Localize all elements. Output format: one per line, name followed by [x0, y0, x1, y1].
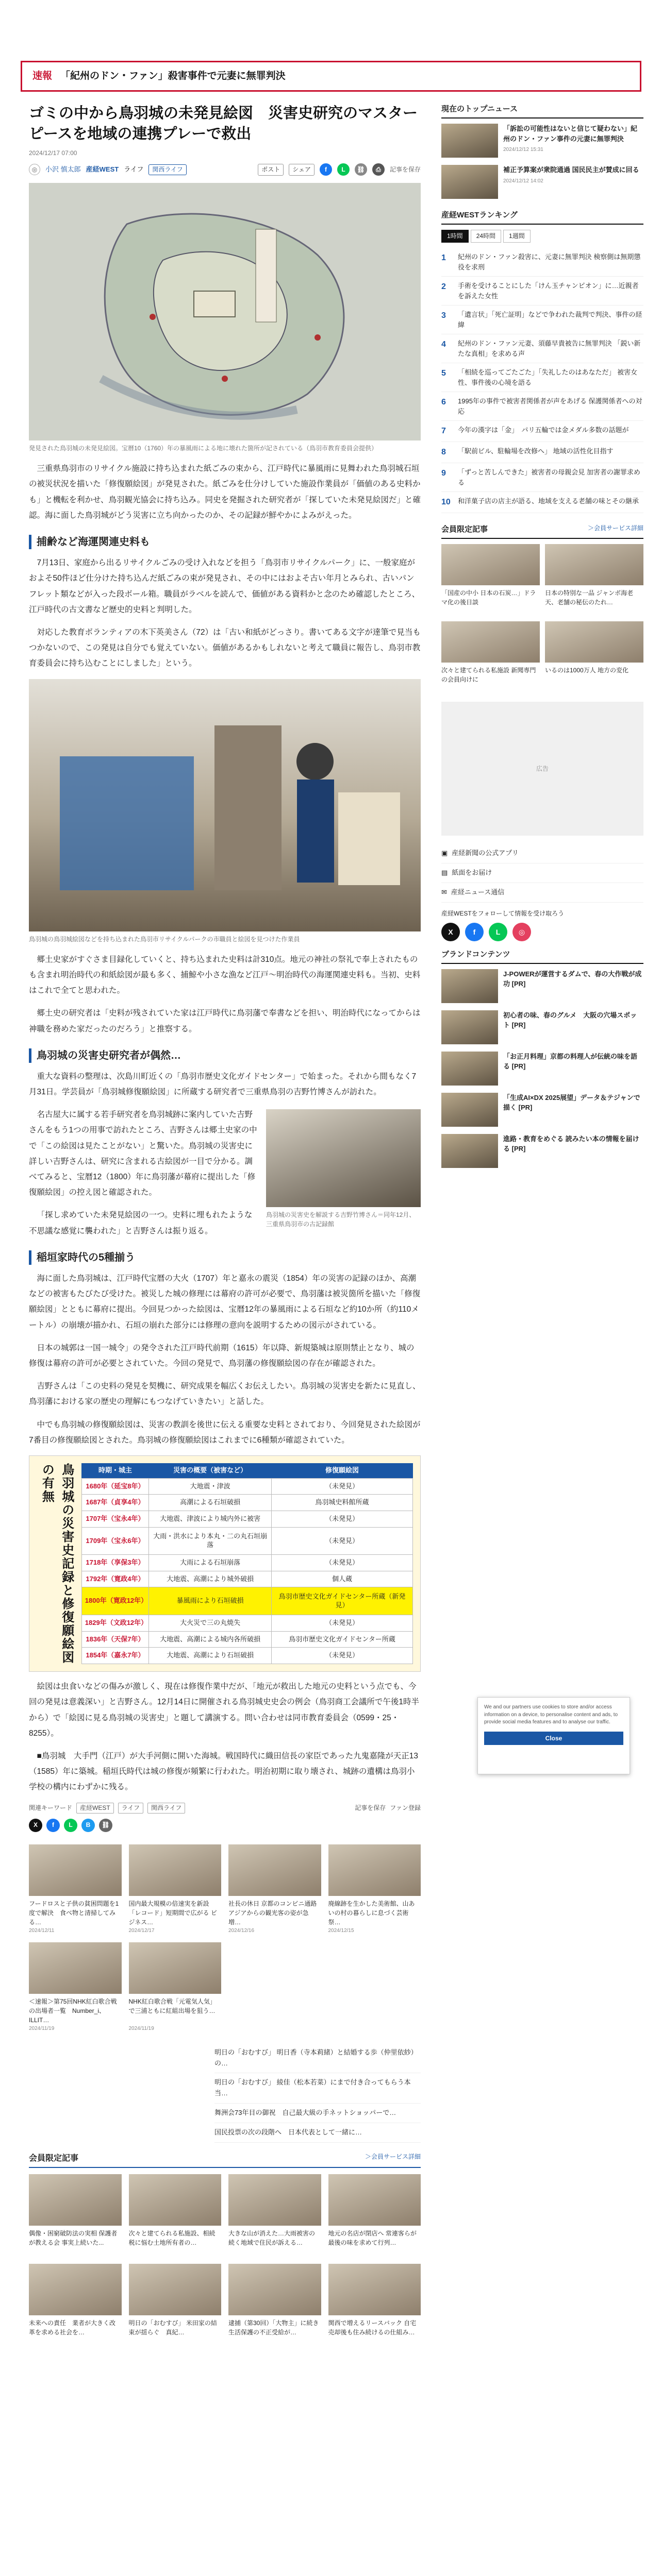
- ranking-item[interactable]: [441, 421, 643, 442]
- ranking-title[interactable]: 紀州のドン・ファン元妻、須藤早貴被告に無罪判決 「鋭い新たな真相」を求める声: [458, 340, 641, 358]
- save-article-link[interactable]: 記事を保存: [389, 165, 421, 173]
- top-news-date: 2024/12/12 14:02: [503, 178, 543, 184]
- related-date: 2024/12/15: [328, 1927, 354, 1934]
- brand-thumb: [441, 969, 498, 1003]
- photo-caption-2: 鳥羽城の鳥羽城絵図などを持ち込まれた鳥羽市リサイクルパークの市職員と絵図を見つけた作業員: [29, 935, 300, 943]
- brand-item[interactable]: [441, 1134, 643, 1168]
- x-icon[interactable]: X: [441, 923, 460, 941]
- ranking-header: [441, 209, 643, 225]
- member-card[interactable]: [129, 2264, 222, 2346]
- category-badge[interactable]: 関西ライフ: [148, 164, 186, 175]
- member-title[interactable]: 大きな山が消えた…大雨被害の続く地域で住民が訴える…: [228, 2230, 316, 2247]
- app-icon: ▣: [441, 849, 448, 857]
- ranking-item[interactable]: [441, 334, 643, 363]
- member-thumb: [29, 2174, 122, 2226]
- brand-title[interactable]: 「生成AI×DX 2025展望」データ＆テジャンで描く [PR]: [503, 1093, 640, 1112]
- ranking-heading: 産経WESTランキング: [441, 211, 518, 219]
- related-title[interactable]: ＜速報＞第75回NHK紅白歌合戦の出場者一覧 Number_i、ILLIT…: [29, 1997, 117, 2024]
- ranking-title[interactable]: 今年の漢字は「金」 パリ五輪では金メダル多数の話題が: [458, 426, 629, 434]
- side-member-thumb: [545, 544, 643, 585]
- table-header-map: 修復願絵図: [272, 1463, 413, 1478]
- table-row: [81, 1555, 412, 1571]
- table-cell-map: 鳥羽市歴史文化ガイドセンター所蔵（新発見）: [272, 1587, 413, 1615]
- top-news-header: [441, 103, 643, 118]
- ranking-number: 1: [441, 253, 446, 263]
- table-row: [81, 1587, 412, 1615]
- menu-link[interactable]: [441, 863, 643, 883]
- table-cell-period: 1792年（寛政4年）: [81, 1571, 148, 1587]
- article-date: 2024/12/17 07:00: [29, 149, 77, 157]
- link-icon[interactable]: ⛓: [99, 1819, 112, 1832]
- related-thumb: [29, 1844, 122, 1896]
- ad-slot[interactable]: [441, 702, 643, 836]
- subheading-1: 捕齢など海運関連史料も: [29, 535, 421, 549]
- related-title[interactable]: NHK紅白歌合戦「元電気人気」 で三浦ともに紅組出場を狙う…: [128, 1997, 216, 2014]
- keyword-tags: [29, 1803, 421, 1814]
- menu-link-label[interactable]: 紙面をお届け: [452, 868, 492, 876]
- bookmark-icon[interactable]: B: [81, 1819, 95, 1832]
- member-card[interactable]: [29, 2174, 122, 2257]
- related-card[interactable]: [129, 1942, 222, 2033]
- member-thumb: [29, 2264, 122, 2315]
- footer-share-row: [29, 1819, 421, 1832]
- paragraph-10: 日本の城郭は一国一城令」の発令された江戸時代前期（1615）年以降、新規築城は原則禁止となり、城の修復は幕府の許可が必要とされていた。今回の発見で、鳥羽藩の修復願絵図の存在が確認された。: [29, 1343, 415, 1368]
- subheading-3: 稲垣家時代の5種揃う: [29, 1250, 421, 1265]
- tag-item[interactable]: 産経WEST: [76, 1803, 114, 1814]
- top-news-thumb: [441, 124, 498, 158]
- related-date: 2024/12/16: [228, 1927, 255, 1934]
- breaking-news-bar[interactable]: [21, 61, 641, 92]
- table-cell-map: （未発見）: [272, 1648, 413, 1664]
- table-cell-disaster: 大地震、高潮による城内各所破損: [149, 1631, 272, 1648]
- member-card[interactable]: [328, 2174, 421, 2257]
- brand-title[interactable]: 進路・教育をめぐる 読みたい本の情報を届ける [PR]: [503, 1134, 639, 1153]
- side-member-title[interactable]: 日本の特別な一品 ジャンボ海老天、老舗の秘伝のたれ…: [545, 589, 634, 606]
- member-thumb: [328, 2174, 421, 2226]
- table-cell-disaster: 高潮による石垣破損: [149, 1495, 272, 1511]
- table-cell-disaster: 大雨による石垣崩落: [149, 1555, 272, 1571]
- ranking-number: 8: [441, 448, 446, 457]
- related-thumb: [328, 1844, 421, 1896]
- related-card[interactable]: [228, 1844, 321, 1935]
- table-row: [81, 1511, 412, 1527]
- side-member-title[interactable]: いるのは1000万人 地方の変化: [545, 667, 629, 674]
- breaking-tag: 速報: [32, 70, 53, 81]
- subheading-2: 鳥羽城の災害史研究者が偶然…: [29, 1048, 421, 1063]
- ranking-number: 3: [441, 311, 446, 320]
- member-card[interactable]: [228, 2174, 321, 2257]
- article-photo-recycle: [29, 679, 421, 931]
- members-heading: 会員限定記事: [29, 2154, 79, 2163]
- sidebar: [441, 103, 643, 2576]
- table-cell-disaster: 大地震、高潮により石垣破損: [149, 1648, 272, 1664]
- paragraph-13: 絵図は虫食いなどの傷みが激しく、現在は修復作業中だが、「地元が救出した地元の史料という点でも、今回の発見は意義深い」と吉野さん。12月14日に開催される鳥羽城史史会の例会（鳥羽商工会議所で午後1時半から）で「絵図に見る鳥羽城の災害史」と題して講演する。問い合わせは同市教育委員会（0599・25・8255）。: [29, 1682, 420, 1738]
- side-members-heading: 会員限定記事: [441, 525, 488, 534]
- article-photo-map: [29, 183, 421, 440]
- table-row: [81, 1615, 412, 1632]
- photo-caption-3: 鳥羽城の災害史を解説する吉野竹博さん＝同年12月、三重県鳥羽市の古記録館: [266, 1211, 416, 1228]
- recommend-item[interactable]: 舞洲会73年目の御祝 自己最大級の手ネットショッパーで…: [214, 2104, 421, 2123]
- category-link[interactable]: ライフ: [124, 165, 144, 173]
- table-cell-period: 1718年（享保3年）: [81, 1555, 148, 1571]
- table-cell-period: 1707年（宝永4年）: [81, 1511, 148, 1527]
- member-title[interactable]: 明日の「おむすび」 米田家の結束が揺らぐ 真紀…: [128, 2319, 217, 2336]
- recommend-item[interactable]: 明日の「おむすび」 明日香（寺本莉緒）と結婚する歩（仲里依紗）の…: [214, 2043, 421, 2074]
- line-icon[interactable]: L: [489, 923, 507, 941]
- brand-title[interactable]: J-POWERが運営するダムで、春の大作戦が成功 [PR]: [503, 970, 642, 988]
- cookie-close-button[interactable]: Close: [484, 1732, 623, 1745]
- related-date: 2024/12/11: [29, 1927, 55, 1934]
- top-news-heading: 現在のトップニュース: [441, 105, 518, 113]
- tags-label: 関連キーワード: [29, 1804, 73, 1811]
- ranking-item[interactable]: [441, 248, 643, 277]
- x-icon[interactable]: X: [29, 1819, 42, 1832]
- ranking-title[interactable]: 紀州のドン・ファン殺害に、元妻に無罪判決 検察側は無期懲役を求刑: [458, 253, 641, 271]
- ranking-item[interactable]: [441, 492, 643, 513]
- side-member-thumb: [545, 621, 643, 663]
- table-cell-disaster: 大雨・洪水により本丸・二の丸石垣崩落: [149, 1527, 272, 1555]
- table-cell-disaster: 大火災で三の丸焼失: [149, 1615, 272, 1632]
- ranking-number: 6: [441, 398, 446, 407]
- ranking-number: 7: [441, 427, 446, 436]
- top-news-title[interactable]: 補正予算案が衆院通過 国民民主が賛成に回る: [503, 166, 639, 174]
- members-articles: [29, 2174, 421, 2346]
- line-icon[interactable]: L: [337, 163, 350, 176]
- ranking-number: 4: [441, 340, 446, 349]
- top-news-thumb: [441, 165, 498, 199]
- table-cell-map: 個人蔵: [272, 1571, 413, 1587]
- facebook-icon[interactable]: f: [46, 1819, 60, 1832]
- ranking-item[interactable]: [441, 463, 643, 492]
- top-news-item[interactable]: [441, 165, 643, 199]
- table-cell-period: 1854年（嘉永7年）: [81, 1648, 148, 1664]
- related-thumb: [228, 1844, 321, 1896]
- related-title[interactable]: 国内最大規模の倍速実を新設「レコード」短期間で広がる ビジネス…: [128, 1900, 217, 1926]
- instagram-icon[interactable]: ◎: [512, 923, 531, 941]
- paragraph-7: 名古屋大に属する若手研究者を鳥羽城跡に案内していた吉野さんをもう1つの用事で訪れたところ、吉野さんは郷土史家の中で「この絵図は見たことがない」と驚いた。鳥羽城の災害史に詳しい吉野さんは、研究に含まれる古絵図が一目で分かる。調べてみると、宝暦12（1800）年に鳥羽藩が幕府に提出した「修復願絵図」の控え図と確認された。: [29, 1110, 257, 1197]
- paragraph-14: ■鳥羽城 大手門（江戸）が大手河側に開いた海城。戦国時代に織田信長の家臣であった九鬼嘉隆が天正13（1585）年に築城。稲垣氏時代は城の修復が頻繁に行われた。明治初期に取り壊され、城跡の遺構は鳥羽小学校の構内にわずかに残る。: [29, 1751, 418, 1792]
- ranking-title[interactable]: 「遺言状」「死亡証明」などで争われた裁判で判決、事件の経緯: [458, 311, 642, 329]
- brand-heading: ブランドコンテンツ: [441, 950, 510, 959]
- media-name[interactable]: 産経WEST: [86, 165, 119, 173]
- ranking-list: [441, 248, 643, 513]
- side-members-header: [441, 523, 643, 539]
- recycle-photo-illustration: [29, 679, 421, 931]
- ranking-item[interactable]: [441, 277, 643, 306]
- table-cell-disaster: 大地震、高潮により城外破損: [149, 1571, 272, 1587]
- table-row: [81, 1631, 412, 1648]
- tag-item[interactable]: 関西ライフ: [147, 1803, 185, 1814]
- ranking-tab-24h[interactable]: 24時間: [471, 230, 501, 243]
- ranking-tab-1h[interactable]: 1時間: [441, 230, 469, 243]
- ranking-tabs: [441, 230, 643, 243]
- menu-link-label[interactable]: 産経新聞の公式アプリ: [452, 849, 519, 857]
- table-header-disaster: 災害の概要（被害など）: [149, 1463, 272, 1478]
- ad-label: 広告: [536, 765, 549, 772]
- members-section-header: [29, 2152, 421, 2168]
- side-member-card[interactable]: [441, 544, 540, 616]
- byline: [29, 163, 421, 176]
- post-button[interactable]: ポスト: [258, 164, 284, 176]
- follow-heading: 産経WESTをフォローして情報を受け取ろう: [441, 909, 565, 917]
- table-cell-map: （未発見）: [272, 1527, 413, 1555]
- table-row: [81, 1495, 412, 1511]
- member-title[interactable]: 地元の名店が閉店へ 常連客らが最後の味を求めて行列…: [328, 2230, 417, 2247]
- map-illustration: [29, 183, 421, 440]
- table-cell-period: 1687年（貞享4年）: [81, 1495, 148, 1511]
- table-cell-map: （未発見）: [272, 1615, 413, 1632]
- brand-item[interactable]: [441, 969, 643, 1003]
- ranking-number: 9: [441, 469, 446, 478]
- side-members-more[interactable]: ＞会員サービス詳細: [587, 524, 643, 532]
- related-card[interactable]: [29, 1942, 122, 2033]
- table-cell-period: 1709年（宝永6年）: [81, 1527, 148, 1555]
- side-member-card[interactable]: [441, 621, 540, 693]
- menu-link-label[interactable]: 産経ニュース通信: [451, 888, 505, 896]
- ranking-number: 5: [441, 369, 446, 378]
- table-header-period: 時期・城主: [81, 1463, 148, 1478]
- share-button[interactable]: シェア: [289, 164, 315, 176]
- table-row: [81, 1478, 412, 1495]
- brand-thumb: [441, 1052, 498, 1086]
- top-news-title[interactable]: 「訴訟の可能性はないと信じて疑わない」紀州のドン・ファン事件の元妻に無罪判決: [503, 125, 638, 143]
- brand-thumb: [441, 1010, 498, 1044]
- table-cell-period: 1680年（延宝8年）: [81, 1478, 148, 1495]
- brand-header: [441, 948, 643, 964]
- save-article-footer[interactable]: 記事を保存: [355, 1804, 386, 1811]
- paragraph-1: 三重県鳥羽市のリサイクル施設に持ち込まれた紙ごみの束から、江戸時代に暴風雨に見舞われた鳥羽城石垣の被災状況を描いた「修復願絵図」が発見された。紙ごみを仕分けしていた施設作業員が「価値のある史料かも」と機転を利かせ、鳥羽観光協会に持ち込み。同史を発掘された研究者が「探していた未発見絵図だ」と確認。海に面した鳥羽城がどう災害に立ち向かったのか、その記録が鮮やかによみがえった。: [29, 464, 421, 520]
- link-icon[interactable]: ⛓: [355, 163, 367, 176]
- disaster-history-table: [81, 1463, 413, 1664]
- fan-register-link[interactable]: ファン登録: [390, 1804, 421, 1811]
- follow-icons: [441, 923, 643, 941]
- table-title: 鳥羽城の災害史記録と修復願絵図の有無: [40, 1463, 74, 1665]
- table-cell-period: 1800年（寛政12年）: [81, 1587, 148, 1615]
- member-card[interactable]: [129, 2174, 222, 2257]
- tag-item[interactable]: ライフ: [118, 1803, 143, 1814]
- member-title[interactable]: 未来への責任 業者が大きく改革を求める社会を…: [29, 2319, 116, 2336]
- member-title[interactable]: 偶像・困窮破防法の実相 保護者が教える会 事実上続いた...: [29, 2230, 118, 2247]
- ranking-item[interactable]: [441, 442, 643, 463]
- members-more-link[interactable]: ＞会員サービス詳細: [365, 2153, 421, 2160]
- ranking-title[interactable]: 1995年の事件で被害者関係者が声をあげる 保護関係者への対応: [458, 397, 642, 415]
- table-row: [81, 1527, 412, 1555]
- breaking-headline[interactable]: 「紀州のドン・ファン」殺害事件で元妻に無罪判決: [60, 70, 286, 81]
- facebook-icon[interactable]: f: [465, 923, 484, 941]
- side-member-title[interactable]: 「国産の中小 日本の石炭…」ドラマ化の後日談: [441, 589, 536, 606]
- member-thumb: [228, 2174, 321, 2226]
- print-icon[interactable]: ⎙: [372, 163, 385, 176]
- ranking-title[interactable]: 「相続を巡ってごたごた」「失礼したのはあなただ」 被害女性、事件後の心境を語る: [458, 368, 638, 386]
- ranking-item[interactable]: [441, 306, 643, 334]
- member-card[interactable]: [228, 2264, 321, 2346]
- menu-link[interactable]: [441, 844, 643, 863]
- table-cell-map: （未発見）: [272, 1511, 413, 1527]
- ranking-title[interactable]: 手術を受けることにした「けん玉チャンピオン」に…近親者を訴えた女性: [458, 282, 639, 300]
- brand-thumb: [441, 1134, 498, 1168]
- ranking-item[interactable]: [441, 392, 643, 421]
- recommend-item[interactable]: 国民投票の次の段階へ 日本代表として一緒に…: [214, 2123, 421, 2143]
- table-cell-map: 鳥羽城史料館所蔵: [272, 1495, 413, 1511]
- table-cell-disaster: 暴風雨により石垣破損: [149, 1587, 272, 1615]
- ranking-tab-1w[interactable]: 1週間: [503, 230, 531, 243]
- table-cell-disaster: 大地震・津波: [149, 1478, 272, 1495]
- line-icon[interactable]: L: [64, 1819, 77, 1832]
- table-cell-map: （未発見）: [272, 1555, 413, 1571]
- side-member-card[interactable]: [545, 621, 643, 693]
- facebook-icon[interactable]: f: [320, 163, 332, 176]
- ranking-title[interactable]: 「駅前ビル、駐輪場を改修へ」 地域の活性化目指す: [458, 447, 614, 455]
- recommend-item[interactable]: 明日の「おむすび」 綾佳（松本若菜）にまで付き合ってもらう本当…: [214, 2073, 421, 2104]
- brand-item[interactable]: [441, 1010, 643, 1044]
- related-title[interactable]: 社長の休日 京都のコンビニ通路アジアからの観光客の姿が急増…: [228, 1900, 317, 1926]
- paragraph-2: 7月13日、家庭から出るリサイクルごみの受け入れなどを担う「鳥羽市リサイクルパーク」に、一般家庭がおよそ50件ほど仕分けた持ち込んだ紙ごみの束が発見され、その中にはおよそ古い年月とみられ、古いパンフレット類などが入った段ボール箱。職員がラベルを読んで、価値がある資料かと念のため確認したところ、江戸時代の古文書など歴史的史料と判明した。: [29, 558, 420, 614]
- related-date: 2024/11/19: [29, 2025, 55, 2031]
- photo-caption-1: 発見された鳥羽城の未発見絵図。宝暦10（1760）年の暴風雨による地に壊れた箇所が記されている（鳥羽市教育委員会提供）: [29, 445, 378, 452]
- paragraph-8: 「探し求めていた未発見絵図の一つ。史料に埋もれたような不思議な感覚に襲われた」と吉野さんは振り返る。: [29, 1211, 253, 1235]
- brand-thumb: [441, 1093, 498, 1127]
- author-name[interactable]: 小沢 慎太郎: [45, 165, 81, 173]
- paragraph-11: 吉野さんは「この史料の発見を契機に、研究成果を幅広くお伝えしたい。鳥羽城の災害史を新たに見直し、鳥羽藩における家の歴史の理解にもつなげていきたい」と話した。: [29, 1382, 421, 1406]
- related-date: 2024/12/17: [128, 1927, 155, 1934]
- member-card[interactable]: [328, 2264, 421, 2346]
- recommend-text-list: [214, 2043, 421, 2143]
- paragraph-3: 対応した教育ボランティアの木下英美さん（72）は「古い和紙がどっさり。書いてある文字が達筆で見当もつかないので、この発見は自分でも覚えていない。価値があるかもしれないと考えて職員に報告し、鳥羽市教育委員会に持ち込むことにしました」という。: [29, 628, 421, 668]
- ranking-title[interactable]: 「ずっと苦しんできた」被害者の母親会見 加害者の謝罪求める: [458, 468, 640, 486]
- member-title[interactable]: 関西で増えるリースバック 自宅売却後も住み続けるの仕組み…: [328, 2319, 417, 2336]
- related-card[interactable]: [328, 1844, 421, 1935]
- cookie-text: We and our partners use cookies to store and/or access information on a device, to personalise content and ads, to provide social media features and to analyse our traffic.: [484, 1704, 618, 1725]
- brand-item[interactable]: [441, 1052, 643, 1086]
- disaster-history-table-figure: [29, 1455, 421, 1672]
- top-news-item[interactable]: [441, 124, 643, 158]
- menu-link[interactable]: [441, 883, 643, 903]
- side-member-thumb: [441, 621, 540, 663]
- member-thumb: [228, 2264, 321, 2315]
- share-bar: [258, 163, 421, 176]
- photo-researcher-box: [266, 1109, 421, 1237]
- member-card[interactable]: [29, 2264, 122, 2346]
- ranking-item[interactable]: [441, 363, 643, 392]
- table-cell-map: 鳥羽市歴史文化ガイドセンター所蔵: [272, 1631, 413, 1648]
- table-row: [81, 1571, 412, 1587]
- paragraph-4: 郷土史家がすぐさま目録化していくと、持ち込まれた史料は計310点。地元の神社の祭礼で奉上されたものも含まれ明治時代の和紙絵図が最も多く、捕鯨や小さな漁など江戸～明治時代の海運関連史料も。当初、史料はこれで全てと思われた。: [29, 955, 421, 995]
- mail-icon: ✉: [441, 888, 447, 896]
- side-member-card[interactable]: [545, 544, 643, 616]
- member-thumb: [129, 2264, 222, 2315]
- table-cell-period: 1836年（天保7年）: [81, 1631, 148, 1648]
- paragraph-6: 重大な資料の整理は、次島川町近くの「鳥羽市歴史文化ガイドセンター」で始まった。それから間もなく7月31日。学芸員が「鳥羽城修復願絵図」に所蔵する研究者で三重県鳥羽の吉野竹博さんが訪れた。: [29, 1072, 417, 1096]
- paragraph-5: 郷土史の研究者は「史料が残されていた家は江戸時代に鳥羽藩で奉書などを担い、明治時代になってからは神職を務めた家だったのだろう」と推察する。: [29, 1009, 421, 1033]
- related-thumb: [129, 1844, 222, 1896]
- ranking-title[interactable]: 和洋菓子店の店主が語る、地域を支える老舗の味とその継承: [458, 497, 639, 505]
- brand-title[interactable]: 「お正月料理」京都の料理人が伝統の味を語る [PR]: [503, 1052, 638, 1071]
- related-title[interactable]: 廃線跡を生かした美術館、山あいの村の暮らしに息づく芸術祭…: [328, 1900, 415, 1926]
- brand-item[interactable]: [441, 1093, 643, 1127]
- table-cell-period: 1829年（文政12年）: [81, 1615, 148, 1632]
- top-news-date: 2024/12/12 15:31: [503, 147, 543, 152]
- main-column: [29, 103, 421, 2576]
- table-cell-disaster: 大地震、津波により城内外に被害: [149, 1511, 272, 1527]
- member-thumb: [328, 2264, 421, 2315]
- related-thumb: [129, 1942, 222, 1994]
- side-members-grid: [441, 544, 643, 693]
- paragraph-9: 海に面した鳥羽城は、江戸時代宝暦の大火（1707）年と嘉永の震災（1854）年の災害の記録のほか、高潮などの被害もたびたび受けた。被災した城の修理には幕府の許可が必要で、鳥羽藩は被災箇所を描いた「修復願絵図」とともに幕府に提出。今回見つかった絵図は、宝暦12年の暴風雨による石垣など約10か所（約110メートル）の崩壊が描かれ、石垣の崩れた部分には修理の意向を説明するための図示がされている。: [29, 1274, 421, 1330]
- cookie-consent-popup: [477, 1697, 630, 1774]
- newspaper-icon: ▤: [441, 868, 448, 876]
- member-thumb: [129, 2174, 222, 2226]
- article-title: ゴミの中から鳥羽城の未発見絵図 災害史研究のマスターピースを地域の連携プレーで救出: [29, 105, 418, 143]
- related-date: 2024/11/19: [128, 2025, 154, 2031]
- table-row: [81, 1648, 412, 1664]
- member-title[interactable]: 次々と建てられる私施設、相続税に悩む土地所有者の…: [128, 2230, 216, 2247]
- related-card[interactable]: [129, 1844, 222, 1935]
- article-photo-researcher: [266, 1109, 421, 1207]
- ranking-number: 10: [441, 498, 451, 507]
- related-thumb: [29, 1942, 122, 1994]
- related-title[interactable]: フードロスと子供の貧困問題を1度で解決 食べ物と清掃してみる…: [29, 1900, 119, 1926]
- table-cell-map: （未発見）: [272, 1478, 413, 1495]
- brand-title[interactable]: 初心者の味、春のグルメ 大阪の穴場スポット [PR]: [503, 1011, 637, 1029]
- side-member-thumb: [441, 544, 540, 585]
- related-card[interactable]: [29, 1844, 122, 1935]
- related-articles: [29, 1844, 421, 2033]
- paragraph-12: 中でも鳥羽城の修復願絵図は、災害の教訓を後世に伝える重要な史料とされており、今回発見された絵図が7番目の修復願絵図とされた。鳥羽城の修復願絵図はこれまでに6種類が確認されていた。: [29, 1420, 421, 1445]
- ranking-number: 2: [441, 282, 446, 292]
- side-member-title[interactable]: 次々と建てられる私施設 新聞専門の会員向けに: [441, 667, 536, 684]
- member-title[interactable]: 逮捕（第30回）「大物主」に続き生活保護の不正受給が…: [228, 2319, 319, 2336]
- author-avatar-icon: ◎: [29, 164, 40, 175]
